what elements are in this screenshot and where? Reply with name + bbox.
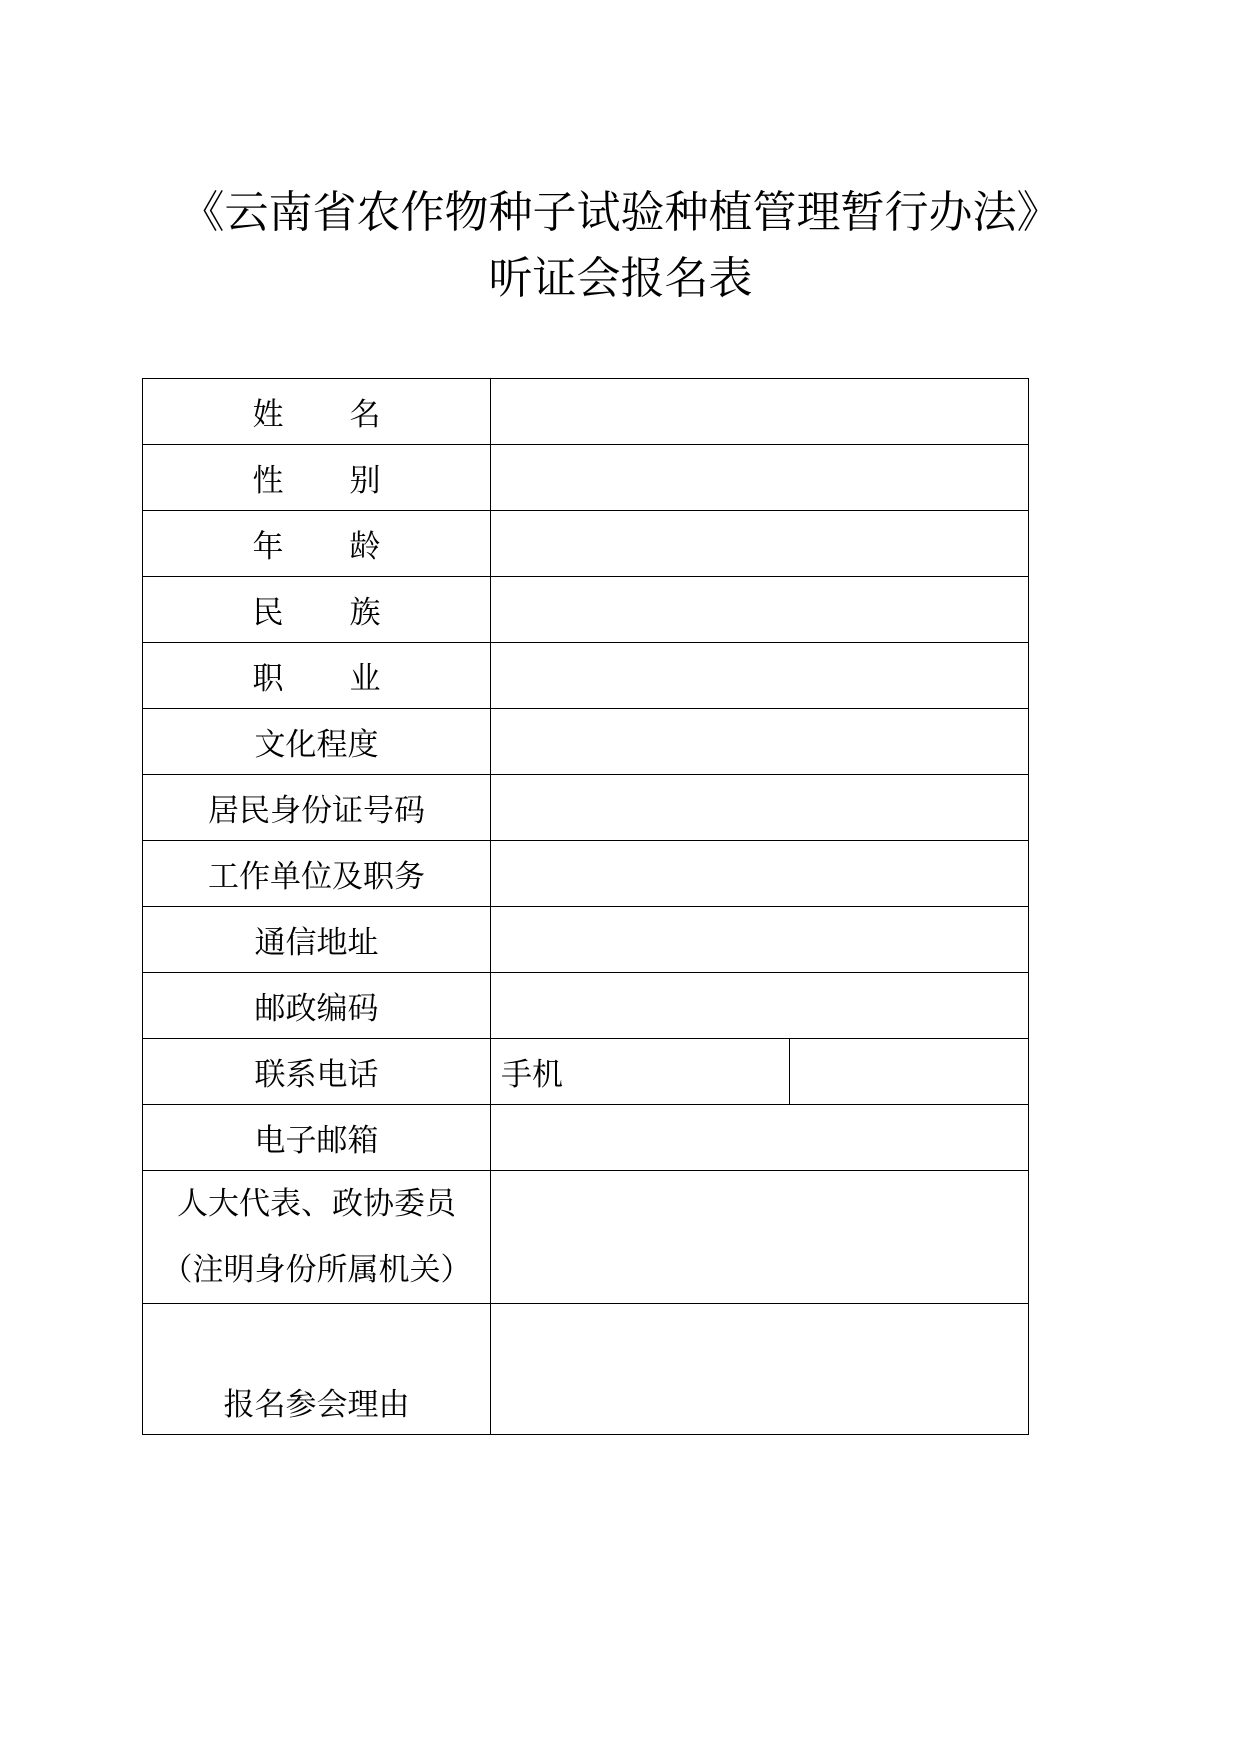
field-age[interactable] [491, 511, 1029, 577]
field-gender[interactable] [491, 445, 1029, 511]
row-education [143, 709, 1029, 775]
row-age [143, 511, 1029, 577]
row-id-number [143, 775, 1029, 841]
label-deputy-line-1: 人大代表、政协委员 [177, 1186, 456, 1222]
label-address: 通信地址 [143, 907, 491, 973]
row-deputy [143, 1171, 1029, 1304]
field-reason[interactable] [491, 1304, 1029, 1435]
field-workplace[interactable] [491, 841, 1029, 907]
label-id-number: 居民身份证号码 [143, 775, 491, 841]
row-postcode [143, 973, 1029, 1039]
label-ethnicity: 民 族 [143, 577, 491, 643]
field-phone-extra[interactable] [790, 1039, 1029, 1105]
title-line-1: 《云南省农作物种子试验种植管理暂行办法》 [180, 187, 1061, 238]
registration-form-table [142, 378, 1029, 1435]
label-name: 姓 名 [143, 379, 491, 445]
title-line-2: 听证会报名表 [488, 253, 753, 304]
label-age: 年 龄 [143, 511, 491, 577]
field-occupation[interactable] [491, 643, 1029, 709]
row-email [143, 1105, 1029, 1171]
label-workplace: 工作单位及职务 [143, 841, 491, 907]
field-name[interactable] [491, 379, 1029, 445]
label-deputy [143, 1171, 491, 1304]
label-reason: 报名参会理由 [143, 1304, 491, 1435]
label-email: 电子邮箱 [143, 1105, 491, 1171]
field-deputy[interactable] [491, 1171, 1029, 1304]
row-ethnicity [143, 577, 1029, 643]
field-postcode[interactable] [491, 973, 1029, 1039]
field-education[interactable] [491, 709, 1029, 775]
row-gender [143, 445, 1029, 511]
label-occupation: 职 业 [143, 643, 491, 709]
label-education: 文化程度 [143, 709, 491, 775]
field-address[interactable] [491, 907, 1029, 973]
field-ethnicity[interactable] [491, 577, 1029, 643]
label-deputy-line-2: （注明身份所属机关） [161, 1252, 472, 1288]
label-phone: 联系电话 [143, 1039, 491, 1105]
row-reason [143, 1304, 1029, 1435]
row-occupation [143, 643, 1029, 709]
row-address [143, 907, 1029, 973]
field-id-number[interactable] [491, 775, 1029, 841]
label-gender: 性 别 [143, 445, 491, 511]
field-phone-mobile[interactable]: 手机 [491, 1039, 790, 1105]
row-phone [143, 1039, 1029, 1105]
row-name [143, 379, 1029, 445]
label-postcode: 邮政编码 [143, 973, 491, 1039]
document-title [0, 180, 1241, 312]
row-workplace [143, 841, 1029, 907]
field-email[interactable] [491, 1105, 1029, 1171]
